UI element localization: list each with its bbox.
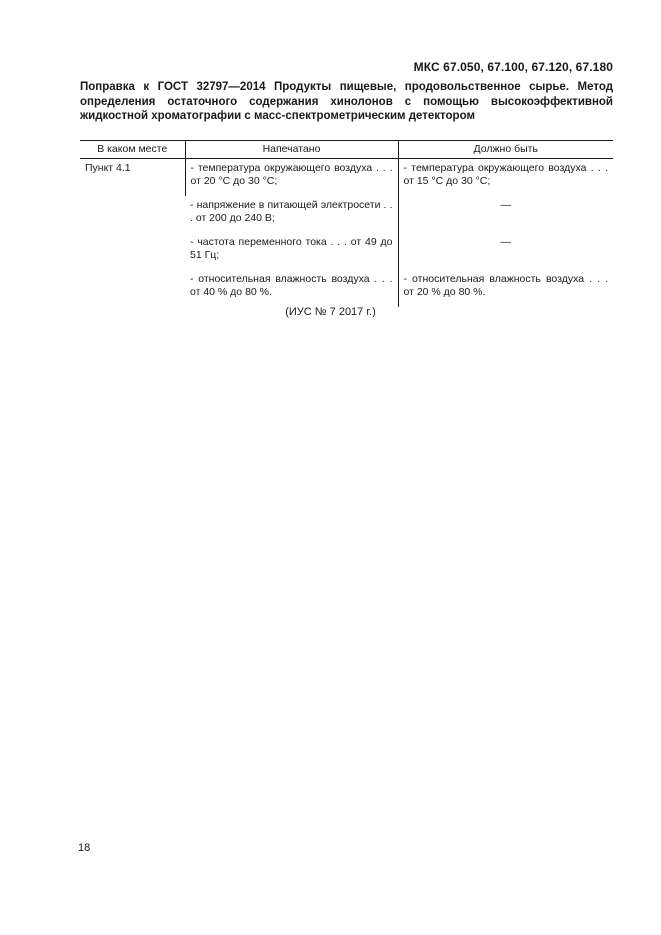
- amendment-table: [80, 140, 613, 307]
- table-header-row: [80, 141, 613, 159]
- header-should-be: Должно быть: [398, 141, 613, 159]
- printed-cell: - температура окружающего воздуха . . . от 20 °С до 30 °С;: [185, 159, 398, 197]
- should-be-cell: —: [398, 196, 613, 233]
- should-be-cell: - относительная влажность воздуха . . . от 20 % до 80 %.: [398, 270, 613, 307]
- should-be-cell: —: [398, 233, 613, 270]
- printed-cell: - относительная влажность воздуха . . . от 40 % до 80 %.: [190, 273, 393, 298]
- amendment-title: Поправка к ГОСТ 32797—2014 Продукты пищевые, продовольственное сырье. Метод определения остаточного содержания хинолонов с помощью высокоэффективной жидкостной хроматографии с масс-спектрометрическим детектором: [80, 81, 613, 122]
- ius-reference: (ИУС № 7 2017 г.): [285, 306, 376, 318]
- printed-cell: - напряжение в питающей электросети . . . от 200 до 240 В;: [190, 199, 393, 224]
- header-where: В каком месте: [80, 141, 185, 159]
- printed-cell: - частота переменного тока . . . от 49 до 51 Гц;: [190, 236, 393, 261]
- page-number: 18: [78, 842, 91, 854]
- classification-code: МКС 67.050, 67.100, 67.120, 67.180: [413, 60, 613, 74]
- header-printed: Напечатано: [185, 141, 398, 159]
- place-cell: Пункт 4.1: [85, 162, 131, 174]
- table-row: [80, 159, 613, 197]
- should-be-cell: - температура окружающего воздуха . . . от 15 °С до 30 °С;: [398, 159, 613, 197]
